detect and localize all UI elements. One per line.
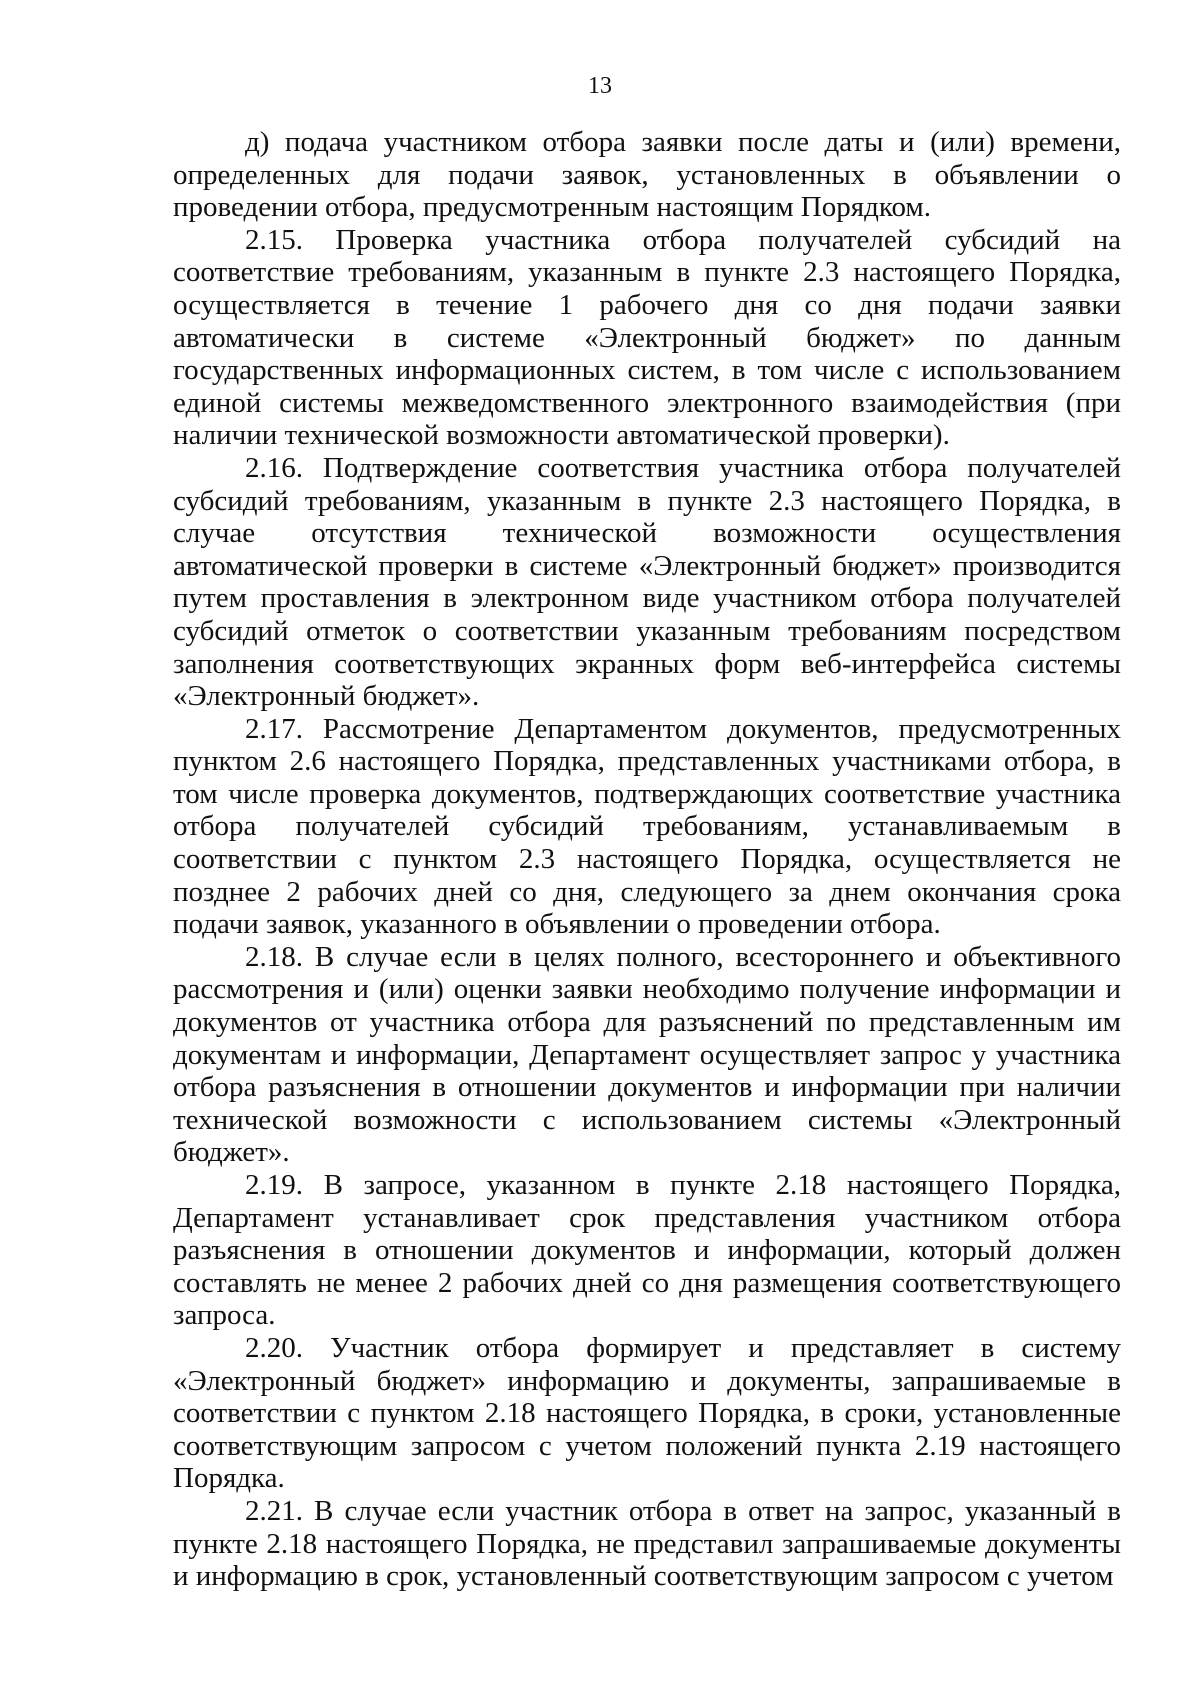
paragraph-item-d: д) подача участником отбора заявки после даты и (или) времени, определенных для подачи заявок, установленных в объявлении о проведении отбора, предусмотренным настоящим Порядком. [173,126,1121,224]
paragraph-2-16: 2.16. Подтверждение соответствия участника отбора получателей субсидий требованиям, указанным в пункте 2.3 настоящего Порядка, в случае отсутствия технической возможности осуществления автоматической проверки в системе «Электронный бюджет» производится путем проставления в электронном виде участником отбора получателей субсидий отметок о соответствии указанным требованиям посредством заполнения соответствующих экранных форм веб-интерфейса системы «Электронный бюджет». [173,451,1121,713]
paragraph-2-21: 2.21. В случае если участник отбора в ответ на запрос, указанный в пункте 2.18 настоящего Порядка, не представил запрашиваемые документы и информацию в срок, установленный соответствующим запросом с учетом [173,1494,1121,1593]
paragraph-2-20: 2.20. Участник отбора формирует и представляет в систему «Электронный бюджет» информацию и документы, запрашиваемые в соответствии с пунктом 2.18 настоящего Порядка, в сроки, установленные соответствующим запросом с учетом положений пункта 2.19 настоящего Порядка. [173,1331,1121,1495]
paragraph-2-17: 2.17. Рассмотрение Департаментом документов, предусмотренных пунктом 2.6 настоящего Порядка, представленных участниками отбора, в том числе проверка документов, подтверждающих соответствие участника отбора получателей субсидий требованиям, устанавливаемым в соответствии с пунктом 2.3 настоящего Порядка, осуществляется не позднее 2 рабочих дней со дня, следующего за днем окончания срока подачи заявок, указанного в объявлении о проведении отбора. [173,712,1121,941]
paragraph-2-18: 2.18. В случае если в целях полного, всестороннего и объективного рассмотрения и (или) оценки заявки необходимо получение информации и документов от участника отбора для разъяснений по представленным им документам и информации, Департамент осуществляет запрос у участника отбора разъяснения в отношении документов и информации при наличии технической возможности с использованием системы «Электронный бюджет». [173,940,1121,1169]
document-body [173,126,1121,1593]
paragraph-2-19: 2.19. В запросе, указанном в пункте 2.18 настоящего Порядка, Департамент устанавливает срок представления участником отбора разъяснения в отношении документов и информации, который должен составлять не менее 2 рабочих дней со дня размещения соответствующего запроса. [173,1169,1121,1332]
paragraph-2-15: 2.15. Проверка участника отбора получателей субсидий на соответствие требованиям, указанным в пункте 2.3 настоящего Порядка, осуществляется в течение 1 рабочего дня со дня подачи заявки автоматически в системе «Электронный бюджет» по данным государственных информационных систем, в том числе с использованием единой системы межведомственного электронного взаимодействия (при наличии технической возможности автоматической проверки). [173,223,1121,452]
page-number: 13 [588,73,612,99]
